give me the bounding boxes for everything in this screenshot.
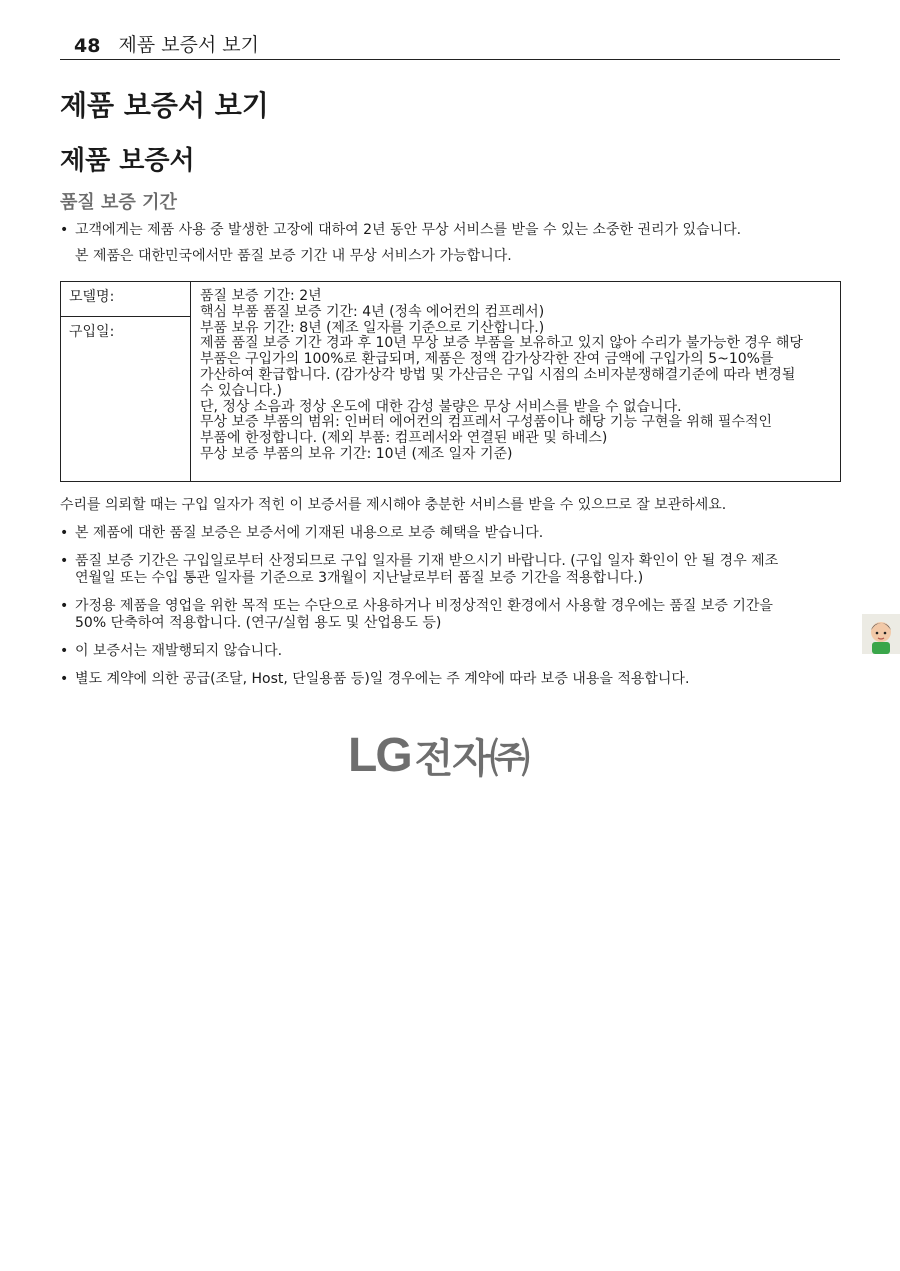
bullet-text (75, 671, 689, 688)
bullet-dot: • (60, 643, 69, 659)
list-item (60, 598, 850, 632)
bullet-text (75, 643, 282, 660)
warranty-details (191, 282, 841, 482)
warranty-line: 수 있습니다.) (200, 382, 282, 399)
bullet-dot: • (60, 222, 69, 238)
after-table-block (60, 497, 850, 699)
warranty-line: 무상 보증 부품의 보유 기간: 10년 (제조 일자 기준) (200, 445, 513, 462)
warranty-line: 무상 보증 부품의 범위: 인버터 에어컨의 컴프레서 구성품이나 해당 기능 구현을 위해 필수적인 (200, 414, 773, 431)
warranty-line: 제품 품질 보증 기간 경과 후 10년 무상 보증 부품을 보유하고 있지 않아 수리가 불가능한 경우 해당 (200, 335, 803, 352)
warranty-line: 품질 보증 기간: 2년 (200, 288, 322, 304)
avatar (862, 614, 900, 654)
model-label: 모델명: (61, 282, 191, 317)
subsection-title: 품질 보증 기간 (60, 192, 177, 213)
warranty-line: 부품에 한정합니다. (제외 부품: 컴프레서와 연결된 배관 및 하네스) (200, 430, 608, 447)
bullet-text (75, 598, 773, 632)
bullet-line: 이 보증서는 재발행되지 않습니다. (75, 643, 283, 659)
after-table-note: 수리를 의뢰할 때는 구입 일자가 적힌 이 보증서를 제시해야 충분한 서비스를 받을 수 있으므로 잘 보관하세요. (60, 497, 727, 513)
bullet-line: 50% 단축하여 적용합니다. (연구/실험 용도 및 산업용도 등) (75, 615, 442, 631)
page-number: 48 (74, 35, 101, 57)
warranty-line: 핵심 부품 품질 보증 기간: 4년 (정속 에어컨의 컴프레서) (200, 303, 545, 320)
bullet-line: 가정용 제품을 영업을 위한 목적 또는 수단으로 사용하거나 비정상적인 환경에서 사용할 경우에는 품질 보증 기간을 (75, 598, 773, 614)
lg-logo (348, 730, 529, 780)
list-item (60, 553, 850, 587)
intro-note: 본 제품은 대한민국에서만 품질 보증 기간 내 무상 서비스가 가능합니다. (75, 248, 512, 264)
page-header (60, 30, 840, 60)
running-title: 제품 보증서 보기 (118, 34, 260, 56)
intro-block (60, 222, 840, 265)
warranty-table (60, 281, 841, 482)
bullet-text (75, 553, 778, 587)
purchase-date-label: 구입일: (61, 317, 191, 482)
bullet-list (60, 525, 850, 688)
list-item (60, 671, 850, 688)
avatar-icon (862, 614, 900, 654)
warranty-line: 부품은 구입가의 100%로 환급되며, 제품은 정액 감가상각한 잔여 금액에 구입가의 5~10%를 (200, 351, 774, 368)
list-item (60, 643, 850, 660)
warranty-lines (200, 289, 832, 463)
logo-brand: LG (348, 728, 411, 782)
bullet-line: 품질 보증 기간은 구입일로부터 산정되므로 구입 일자를 기재 받으시기 바랍니다. (구입 일자 확인이 안 될 경우 제조 (75, 553, 779, 569)
bullet-dot: • (60, 525, 69, 541)
logo-suffix: 전자㈜ (414, 735, 529, 782)
warranty-line: 부품 보유 기간: 8년 (제조 일자를 기준으로 기산합니다.) (200, 319, 545, 336)
bullet-text (75, 525, 543, 542)
bullet-dot: • (60, 671, 69, 687)
bullet-line: 별도 계약에 의한 공급(조달, Host, 단일용품 등)일 경우에는 주 계약에 따라 보증 내용을 적용합니다. (75, 671, 690, 687)
warranty-line: 단, 정상 소음과 정상 온도에 대한 감성 불량은 무상 서비스를 받을 수 없습니다. (200, 398, 682, 415)
intro-bullet-text: 고객에게는 제품 사용 중 발생한 고장에 대하여 2년 동안 무상 서비스를 받을 수 있는 소중한 권리가 있습니다. (75, 222, 742, 238)
bullet-dot: • (60, 553, 69, 569)
warranty-line: 가산하여 환급합니다. (감가상각 방법 및 가산금은 구입 시점의 소비자분쟁해결기준에 따라 변경될 (200, 366, 796, 383)
list-item (60, 222, 840, 239)
bullet-dot: • (60, 598, 69, 614)
bullet-line: 연월일 또는 수입 통관 일자를 기준으로 3개월이 지난날로부터 품질 보증 기간을 적용합니다.) (75, 570, 644, 586)
list-item (60, 525, 850, 542)
section-title: 제품 보증서 (60, 146, 195, 176)
page-title: 제품 보증서 보기 (60, 89, 269, 122)
bullet-line: 본 제품에 대한 품질 보증은 보증서에 기재된 내용으로 보증 혜택을 받습니다. (75, 525, 544, 541)
